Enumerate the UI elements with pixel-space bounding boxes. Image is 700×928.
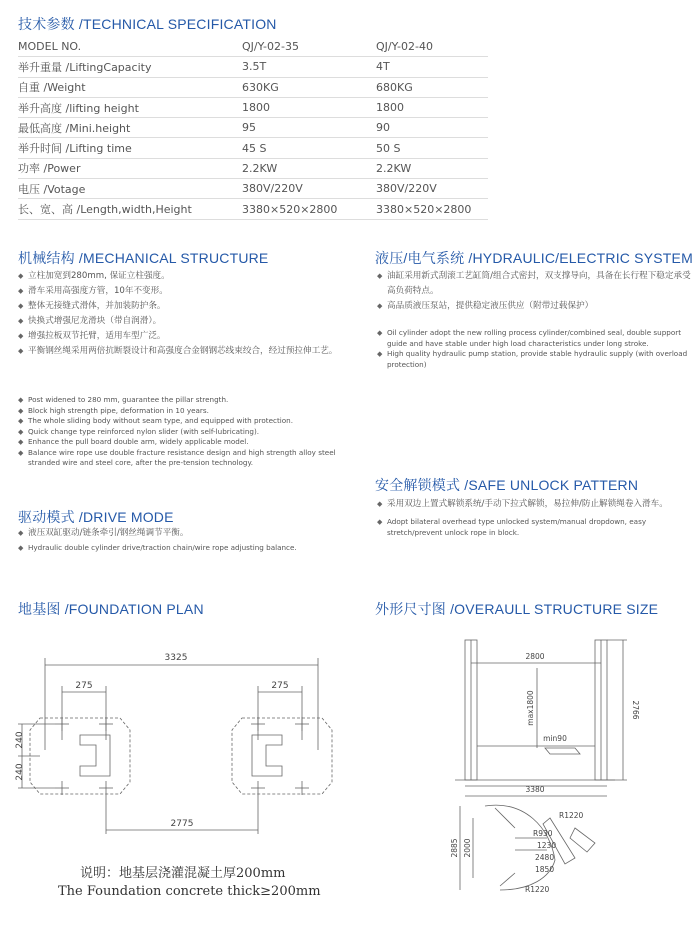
bullet-item: ◆ 液压双缸驱动/链条牵引/钢丝绳调节平衡。 <box>18 526 348 541</box>
bullet-item: ◆ Block high strength pipe, deformation in 10 years. <box>18 406 338 417</box>
spec-row <box>18 57 488 77</box>
spec-value: 380V/220V <box>242 179 376 199</box>
dim-r3: R1220 <box>525 885 550 894</box>
spec-value: 45 S <box>242 138 376 158</box>
spec-row <box>18 118 488 138</box>
spec-value: 3380×520×2800 <box>242 199 376 219</box>
spec-label: 最低高度 /Mini.height <box>18 118 242 138</box>
spec-label: MODEL NO. <box>18 37 242 57</box>
overall-size-drawing <box>450 628 680 896</box>
bullet-item: ◆ 高品质液压泵站，提供稳定液压供应（附带过载保护） <box>377 299 692 314</box>
dim-d2: 2480 <box>535 853 555 862</box>
foundation-note-en: The Foundation concrete thick≥200mm <box>58 884 321 899</box>
bullet-item: ◆ 采用双边上置式解锁系统/手动下拉式解锁，易拉伸/防止解锁绳卷入滑车。 <box>377 497 692 512</box>
bullet-item: ◆ Balance wire rope use double fracture resistance design and high strength alloy steel stranded wire and steel core, after the pre-tension technology. <box>18 448 338 469</box>
spec-label: 功率 /Power <box>18 158 242 178</box>
bullet-item: ◆ Oil cylinder adopt the new rolling process cylinder/combined seal, double support guide and have stable under high load characteristics under long stroke. <box>377 328 692 349</box>
mech-title: 机械结构 /MECHANICAL STRUCTURE <box>18 250 269 266</box>
safe-title: 安全解锁模式 /SAFE UNLOCK PATTERN <box>375 477 639 493</box>
dim-total: 3325 <box>164 653 188 663</box>
spec-row <box>18 158 488 178</box>
spec-label: 自重 /Weight <box>18 77 242 97</box>
bullet-item: ◆ 增强拉板双节托臂，适用车型广泛。 <box>18 329 353 344</box>
spec-value: 2.2KW <box>376 158 488 178</box>
spec-value: 1800 <box>376 97 488 117</box>
bullet-item: ◆ 平衡钢丝绳采用两倍抗断裂设计和高强度合金钢钢芯线束绞合，经过预拉伸工艺。 <box>18 344 353 359</box>
spec-value: 3380×520×2800 <box>376 199 488 219</box>
bullet-item: ◆ 快换式增强尼龙滑块（带自润滑）。 <box>18 314 353 329</box>
bullet-item: ◆ Post widened to 280 mm, guarantee the pillar strength. <box>18 395 338 406</box>
bullet-item: ◆ Adopt bilateral overhead type unlocked system/manual dropdown, easy stretch/prevent unlock rope in block. <box>377 517 677 538</box>
bullet-item: ◆ 立柱加宽到280mm, 保证立柱强度。 <box>18 269 353 284</box>
spec-value: 680KG <box>376 77 488 97</box>
mech-cn-list <box>18 269 353 359</box>
spec-value: QJ/Y-02-40 <box>376 37 488 57</box>
spec-value: 2.2KW <box>242 158 376 178</box>
spec-label: 电压 /Votage <box>18 179 242 199</box>
dim-d1: 1230 <box>537 841 557 850</box>
spec-label: 举升时间 /Lifting time <box>18 138 242 158</box>
foundation-plan-drawing <box>0 640 350 835</box>
drive-title: 驱动模式 /DRIVE MODE <box>18 509 174 525</box>
safe-cn-list <box>377 497 692 512</box>
dim-height: 2766 <box>631 700 640 720</box>
dim-lift: max1800 <box>526 690 535 726</box>
spec-label: 长、宽、高 /Length,width,Height <box>18 199 242 219</box>
bullet-item: ◆ Quick change type reinforced nylon slider (with self-lubricating). <box>18 427 338 438</box>
spec-label: 举升重量 /LiftingCapacity <box>18 57 242 77</box>
spec-row <box>18 138 488 158</box>
dim-width: 3380 <box>525 785 545 794</box>
foundation-note-cn: 说明：地基层浇灌混凝土厚200mm <box>80 866 286 881</box>
dim-right-offset: 275 <box>271 681 289 691</box>
spec-row <box>18 97 488 117</box>
spec-value: QJ/Y-02-35 <box>242 37 376 57</box>
spec-value: 50 S <box>376 138 488 158</box>
bullet-item: ◆ 油缸采用新式刮滚工艺缸筒/组合式密封，双支撑导向，具备在长行程下稳定承受高负荷特点。 <box>377 269 692 299</box>
safe-en-list <box>377 517 677 538</box>
dim-top: 2800 <box>525 652 545 661</box>
dim-r2: R930 <box>533 829 553 838</box>
drive-cn-list <box>18 526 348 541</box>
overall-title: 外形尺寸图 /OVERAULL STRUCTURE SIZE <box>375 601 659 617</box>
bullet-item: ◆ 整体无接缝式滑体，并加装防护条。 <box>18 299 353 314</box>
bullet-item: ◆ The whole sliding body without seam type, and equipped with protection. <box>18 416 338 427</box>
spec-value: 380V/220V <box>376 179 488 199</box>
spec-value: 95 <box>242 118 376 138</box>
hyd-en-list <box>377 328 692 370</box>
foundation-title: 地基图 /FOUNDATION PLAN <box>18 601 204 617</box>
spec-value: 3.5T <box>242 57 376 77</box>
dim-r1: R1220 <box>559 811 584 820</box>
mech-en-list <box>18 395 338 469</box>
spec-table <box>18 37 488 220</box>
dim-v2: 2000 <box>463 838 472 858</box>
spec-value: 630KG <box>242 77 376 97</box>
dim-inner: 2775 <box>170 819 194 829</box>
dim-v1: 2885 <box>450 838 459 858</box>
dim-min: min90 <box>543 734 567 743</box>
drive-en-list <box>18 543 348 554</box>
spec-row <box>18 77 488 97</box>
spec-value: 90 <box>376 118 488 138</box>
bullet-item: ◆ Hydraulic double cylinder drive/traction chain/wire rope adjusting balance. <box>18 543 348 554</box>
spec-label: 举升高度 /lifting height <box>18 97 242 117</box>
spec-row <box>18 199 488 219</box>
spec-value: 1800 <box>242 97 376 117</box>
hyd-cn-list <box>377 269 692 314</box>
dim-left-offset: 275 <box>75 681 93 691</box>
bullet-item: ◆ High quality hydraulic pump station, provide stable hydraulic supply (with overload protection) <box>377 349 692 370</box>
bullet-item: ◆ 滑车采用高强度方管，10年不变形。 <box>18 284 353 299</box>
spec-title: 技术参数 /TECHNICAL SPECIFICATION <box>18 16 277 32</box>
dim-h2: 240 <box>15 763 25 781</box>
spec-row <box>18 179 488 199</box>
bullet-item: ◆ Enhance the pull board double arm, widely applicable model. <box>18 437 338 448</box>
dim-d3: 1850 <box>535 865 555 874</box>
spec-row <box>18 37 488 57</box>
dim-h1: 240 <box>15 731 25 749</box>
spec-value: 4T <box>376 57 488 77</box>
hyd-title: 液压/电气系统 /HYDRAULIC/ELECTRIC SYSTEM <box>375 250 693 266</box>
